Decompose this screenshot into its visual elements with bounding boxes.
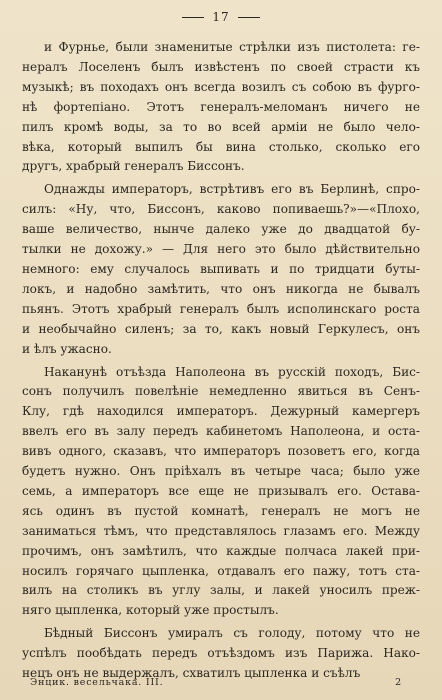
- text-line: успѣлъ пообѣдать передъ отъѣздомъ изъ Парижа. Нако-: [22, 646, 420, 661]
- text-line: и необычайно силенъ; за то, какъ новый Геркулесъ, онъ: [22, 321, 420, 336]
- footer-signature: Энцик. весельчака. III.: [30, 677, 164, 688]
- text-line: носилъ горячаго цыпленка, отдавалъ его пажу, тотъ ста-: [22, 563, 420, 578]
- text-line: немного: ему случалось выпивать и по тридцати буты-: [22, 261, 420, 276]
- page-header: [0, 10, 442, 24]
- paragraph: [22, 363, 420, 622]
- text-line: пилъ кромѣ воды, за то во всей арміи не было чело-: [22, 119, 420, 134]
- text-line: нецъ онъ не выдержалъ, схватилъ цыпленка и съѣлъ: [22, 666, 361, 681]
- text-line: ваше величество, нынче далеко уже до двадцатой бу-: [22, 222, 420, 237]
- paragraph: [22, 180, 420, 359]
- text-line: няго цыпленка, который уже простылъ.: [22, 603, 279, 618]
- text-line: вилъ на столикъ въ углу залы, и лакей уносилъ преж-: [22, 583, 420, 598]
- text-line: Однажды императоръ, встрѣтивъ его въ Берлинѣ, спро-: [44, 182, 420, 197]
- text-line: заниматься тѣмъ, что представлялось глазамъ его. Между: [22, 523, 420, 538]
- text-line: вѣка, который выпилъ бы вина столько, сколько его: [22, 139, 420, 154]
- text-line: и ѣлъ ужасно.: [22, 341, 112, 356]
- text-line: Бѣдный Биссонъ умиралъ съ голоду, потому что не: [44, 626, 420, 641]
- header-dash-right: [238, 17, 260, 18]
- text-line: силъ: «Ну, что, Биссонъ, каково попиваешь?»—«Плохо,: [22, 202, 420, 217]
- page-footer: [30, 677, 402, 688]
- text-line: тылки не дохожу.» — Для него это было дѣйствительно: [22, 242, 420, 257]
- text-line: и Фурнье, были знаменитые стрѣлки изъ пистолета: ге-: [44, 40, 420, 54]
- header-dash-left: [182, 17, 204, 18]
- page-number: 17: [212, 10, 230, 24]
- paragraph: [22, 624, 420, 684]
- text-line: другъ, храбрый генералъ Биссонъ.: [22, 159, 245, 174]
- text-line: Клу, гдѣ находился императоръ. Дежурный камергеръ: [22, 404, 420, 419]
- text-line: Наканунѣ отъѣзда Наполеона въ русскій походъ, Бис-: [44, 364, 420, 379]
- footer-sheet-number: 2: [395, 677, 402, 688]
- text-line: будетъ нужно. Онъ пріѣхалъ въ четыре часа; было уже: [22, 464, 420, 479]
- text-line: вивъ одного, сказавъ, что императоръ позоветъ его, когда: [22, 444, 420, 459]
- text-line: пьянъ. Этотъ храбрый генералъ былъ исполинскаго роста: [22, 301, 420, 316]
- text-line: прочимъ, онъ замѣтилъ, что каждые полчаса лакей при-: [22, 543, 420, 558]
- paragraph: [22, 38, 420, 177]
- text-line: ввелъ его въ залу передъ кабинетомъ Наполеона, и оста-: [22, 424, 420, 439]
- text-line: сонъ получилъ повелѣніе немедленно явиться въ Сенъ-: [22, 384, 420, 399]
- text-line: семь, а императоръ все еще не призывалъ его. Остава-: [22, 483, 420, 498]
- text-line: музыкѣ; въ походахъ онъ всегда возилъ съ собою въ фурго-: [22, 79, 420, 94]
- text-line: нѣ фортепіано. Этотъ генералъ-меломанъ ничего не: [22, 99, 420, 114]
- text-line: ясь одинъ въ пустой комнатѣ, генералъ не могъ не: [22, 503, 420, 518]
- text-line: нералъ Лоселенъ былъ извѣстенъ по своей страсти къ: [22, 59, 420, 74]
- text-line: локъ, и надобно замѣтить, что онъ никогда не бывалъ: [22, 281, 420, 296]
- page-body: [22, 38, 420, 684]
